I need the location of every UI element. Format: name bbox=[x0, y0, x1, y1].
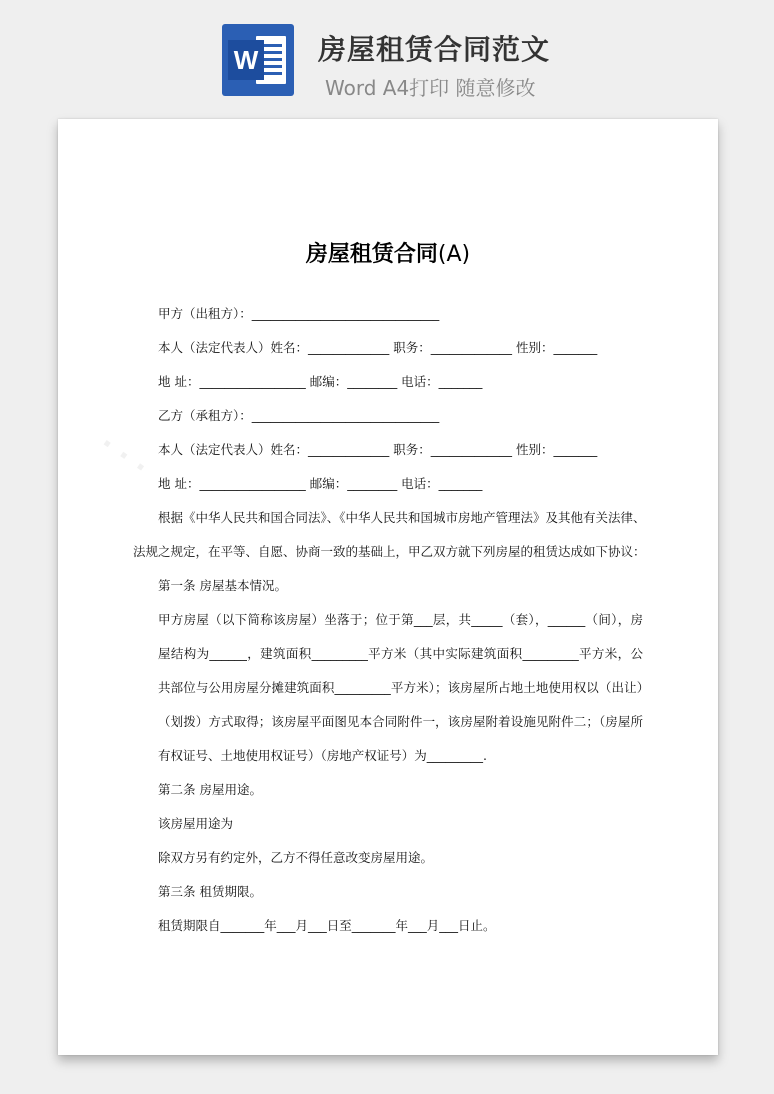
page-subtitle: Word A4打印 随意修改 bbox=[325, 76, 536, 100]
party-b-rep-line: 本人（法定代表人）姓名：_____________ 职务：_____________ 性别：_______ bbox=[158, 442, 598, 457]
word-letter: W bbox=[228, 40, 264, 80]
header bbox=[0, 0, 774, 110]
party-b-address-line: 地 址：_________________ 邮编：________ 电话：_______ bbox=[158, 476, 483, 491]
party-a-rep-line: 本人（法定代表人）姓名：_____________ 职务：_____________ 性别：_______ bbox=[158, 340, 598, 355]
watermark: · · · bbox=[93, 427, 155, 484]
document-title-text: 房屋租赁合同 bbox=[305, 242, 438, 267]
article-1-heading: 第一条 房屋基本情况。 bbox=[158, 578, 287, 593]
document-page bbox=[58, 119, 718, 1055]
preamble-line-1: 根据《中华人民共和国合同法》、《中华人民共和国城市房地产管理法》及其他有关法律、 bbox=[158, 510, 646, 525]
article-3-heading: 第三条 租赁期限。 bbox=[158, 884, 262, 899]
party-a-line: 甲方（出租方）：______________________________ bbox=[158, 306, 440, 321]
article-2-usage: 该房屋用途为 bbox=[158, 816, 234, 831]
article-2-restriction: 除双方另有约定外，乙方不得任意改变房屋用途。 bbox=[158, 850, 434, 865]
article-1-paragraph: 甲方房屋（以下简称该房屋）坐落于；位于第___层，共_____（套），______（间），房屋结构为______，建筑面积_________平方米（其中实际建筑面积_________平方米，公共部位与公用房屋分摊建筑面积_________平方米）；该房屋所占地土地使用权以（出让）（划拨）方式取得；该房屋平面图见本合同附件一，该房屋附着设施见附件二；（房屋所有权证号、土地使用权证号）（房地产权证号）为_________. bbox=[158, 612, 643, 763]
preamble-line-2: 法规之规定，在平等、自愿、协商一致的基础上，甲乙双方就下列房屋的租赁达成如下协议： bbox=[133, 544, 646, 559]
party-b-line: 乙方（承租方）：______________________________ bbox=[158, 408, 440, 423]
document-title bbox=[58, 237, 718, 268]
document-body bbox=[133, 297, 646, 943]
page-title: 房屋租赁合同范文 bbox=[318, 33, 551, 66]
article-3-term: 租赁期限自_______年___月___日至_______年___月___日止。 bbox=[158, 918, 496, 933]
document-title-suffix: (A) bbox=[437, 242, 471, 267]
word-icon bbox=[222, 24, 294, 96]
article-2-heading: 第二条 房屋用途。 bbox=[158, 782, 262, 797]
party-a-address-line: 地 址：_________________ 邮编：________ 电话：_______ bbox=[158, 374, 483, 389]
